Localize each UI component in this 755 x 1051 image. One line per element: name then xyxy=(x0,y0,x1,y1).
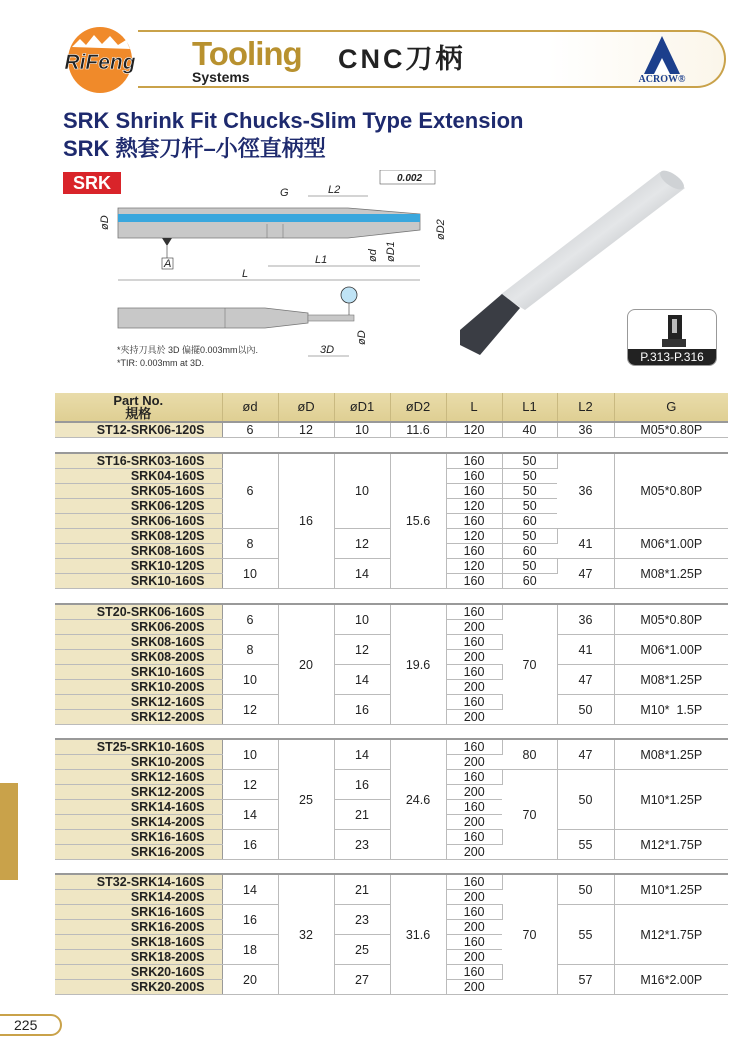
part-number: SRK10-160S xyxy=(55,665,222,680)
spec-cell: 50 xyxy=(557,874,614,905)
spec-cell: 200 xyxy=(446,890,502,905)
spec-cell: 70 xyxy=(502,604,557,725)
spec-cell: 6 xyxy=(222,453,278,529)
spec-cell: 200 xyxy=(446,815,502,830)
part-number: SRK06-200S xyxy=(55,620,222,635)
spec-cell: 200 xyxy=(446,680,502,695)
spec-cell: 12 xyxy=(334,529,390,559)
reference-pages: P.313-P.316 xyxy=(628,349,716,365)
spec-cell: 12 xyxy=(222,695,278,725)
part-number: SRK12-160S xyxy=(55,770,222,785)
spec-cell: 160 xyxy=(446,574,502,589)
spec-cell: 10 xyxy=(334,422,390,438)
spec-cell: 20 xyxy=(222,965,278,995)
spec-table-group xyxy=(55,873,728,995)
part-number: SRK14-160S xyxy=(55,800,222,815)
table-row xyxy=(55,604,728,620)
spec-cell: M16*2.00P xyxy=(614,965,728,995)
spec-cell: 25 xyxy=(278,739,334,860)
spec-cell: 14 xyxy=(222,800,278,830)
table-row xyxy=(55,422,728,438)
spec-cell: 18 xyxy=(222,935,278,965)
part-number: SRK08-200S xyxy=(55,650,222,665)
spec-cell: 25 xyxy=(334,935,390,965)
part-number: SRK08-160S xyxy=(55,635,222,650)
spec-cell: 160 xyxy=(446,469,502,484)
table-row xyxy=(55,874,728,890)
part-number: SRK08-160S xyxy=(55,544,222,559)
spec-cell: 41 xyxy=(557,635,614,665)
part-number: SRK06-160S xyxy=(55,514,222,529)
spec-cell: 10 xyxy=(334,453,390,529)
column-header: øD2 xyxy=(390,393,446,422)
g-label: G xyxy=(280,187,289,199)
spec-cell: 36 xyxy=(557,453,614,529)
spec-cell: 21 xyxy=(334,874,390,905)
tir-note-en: *TIR: 0.003mm at 3D. xyxy=(117,358,205,368)
tir-note-zh: *夾持刀具於 3D 偏擺0.003mm以內. xyxy=(117,345,259,355)
spec-cell: M08*1.25P xyxy=(614,665,728,695)
spec-table-group xyxy=(55,738,728,860)
spec-cell: 11.6 xyxy=(390,422,446,438)
spec-cell: M10* 1.5P xyxy=(614,695,728,725)
spec-cell: 160 xyxy=(446,830,502,845)
part-number: SRK06-120S xyxy=(55,499,222,514)
spec-cell: 120 xyxy=(446,422,502,438)
spec-cell: 14 xyxy=(334,739,390,770)
spec-cell: 27 xyxy=(334,965,390,995)
spec-cell: 200 xyxy=(446,845,502,860)
spec-cell: 70 xyxy=(502,770,557,860)
part-number: ST25-SRK10-160S xyxy=(55,739,222,755)
systems-word: Systems xyxy=(192,69,250,85)
part-number: SRK10-200S xyxy=(55,755,222,770)
d1-label: øD1 xyxy=(385,241,397,262)
spec-cell: 55 xyxy=(557,830,614,860)
part-number: SRK14-200S xyxy=(55,890,222,905)
spec-cell: 200 xyxy=(446,755,502,770)
page-title-zh: SRK 熱套刀杆–小徑直柄型 xyxy=(63,136,326,161)
spec-cell: 120 xyxy=(446,559,502,574)
three-d-label: 3D xyxy=(320,344,335,356)
spec-cell: 6 xyxy=(222,604,278,635)
spec-cell: 12 xyxy=(334,635,390,665)
spec-cell: 16 xyxy=(222,905,278,935)
spec-cell: 160 xyxy=(446,484,502,499)
page-title: SRK Shrink Fit Chucks-Slim Type Extension xyxy=(63,108,524,133)
datum-label: A xyxy=(164,258,172,270)
column-header: G xyxy=(614,393,728,422)
spec-cell: 160 xyxy=(446,800,502,815)
spec-cell: 60 xyxy=(502,514,557,529)
spec-cell: M12*1.75P xyxy=(614,905,728,965)
spec-cell: 160 xyxy=(446,905,502,920)
spec-cell: 15.6 xyxy=(390,453,446,589)
spec-cell: M10*1.25P xyxy=(614,770,728,830)
spec-cell: 36 xyxy=(557,422,614,438)
header-part-no: Part No. 規格 xyxy=(55,393,222,422)
spec-cell: 50 xyxy=(502,469,557,484)
tolerance-label: 0.002 xyxy=(397,173,423,184)
spec-cell: 160 xyxy=(446,604,502,620)
l-label: L xyxy=(242,268,249,280)
spec-cell: 200 xyxy=(446,980,502,995)
rifeng-logo xyxy=(50,25,150,95)
shrink-machine-icon xyxy=(658,313,690,349)
spec-cell: M05*0.80P xyxy=(614,422,728,438)
part-number: SRK12-160S xyxy=(55,695,222,710)
part-number: SRK16-200S xyxy=(55,845,222,860)
spec-cell: 8 xyxy=(222,529,278,559)
d-bottom-label: øD xyxy=(356,330,368,345)
spec-cell: 160 xyxy=(446,544,502,559)
spec-cell: 40 xyxy=(502,422,557,438)
spec-cell: 19.6 xyxy=(390,604,446,725)
part-number: SRK14-200S xyxy=(55,815,222,830)
spec-cell: M06*1.00P xyxy=(614,529,728,559)
spec-cell: 60 xyxy=(502,574,557,589)
d-inner-label: ød xyxy=(367,249,379,262)
section-tab xyxy=(0,783,18,880)
part-number: ST20-SRK06-160S xyxy=(55,604,222,620)
part-number: SRK05-160S xyxy=(55,484,222,499)
column-header: L2 xyxy=(557,393,614,422)
spec-cell: 12 xyxy=(222,770,278,800)
spec-cell: 120 xyxy=(446,529,502,544)
part-number: SRK04-160S xyxy=(55,469,222,484)
spec-cell: 41 xyxy=(557,529,614,559)
spec-cell: 6 xyxy=(222,422,278,438)
part-number: SRK10-200S xyxy=(55,680,222,695)
part-number: SRK18-160S xyxy=(55,935,222,950)
spec-cell: 8 xyxy=(222,635,278,665)
spec-cell: M06*1.00P xyxy=(614,635,728,665)
part-number: SRK18-200S xyxy=(55,950,222,965)
spec-cell: M08*1.25P xyxy=(614,739,728,770)
spec-cell: 14 xyxy=(222,874,278,905)
spec-cell: 160 xyxy=(446,514,502,529)
part-number: SRK16-160S xyxy=(55,830,222,845)
spec-cell: 12 xyxy=(278,422,334,438)
page-number: 225 xyxy=(0,1014,62,1036)
spec-cell: 160 xyxy=(446,665,502,680)
acrow-logo xyxy=(640,36,684,74)
spec-cell: 10 xyxy=(222,559,278,589)
spec-cell: 47 xyxy=(557,739,614,770)
spec-cell: M05*0.80P xyxy=(614,453,728,529)
part-number: ST12-SRK06-120S xyxy=(55,422,222,438)
l1-label: L1 xyxy=(315,254,328,266)
spec-cell: 160 xyxy=(446,935,502,950)
spec-cell: 200 xyxy=(446,950,502,965)
spec-cell: 10 xyxy=(222,739,278,770)
spec-cell: M05*0.80P xyxy=(614,604,728,635)
part-number: SRK08-120S xyxy=(55,529,222,544)
spec-cell: 32 xyxy=(278,874,334,995)
spec-cell: 200 xyxy=(446,710,502,725)
spec-cell: M12*1.75P xyxy=(614,830,728,860)
spec-cell: 36 xyxy=(557,604,614,635)
spec-cell: 200 xyxy=(446,650,502,665)
part-number: SRK10-120S xyxy=(55,559,222,574)
part-number: SRK16-200S xyxy=(55,920,222,935)
spec-cell: 23 xyxy=(334,830,390,860)
column-header: øD1 xyxy=(334,393,390,422)
spec-cell: 160 xyxy=(446,770,502,785)
d2-label: øD2 xyxy=(435,219,447,240)
part-number: SRK20-200S xyxy=(55,980,222,995)
spec-cell: 160 xyxy=(446,739,502,755)
spec-cell: 23 xyxy=(334,905,390,935)
spec-cell: 55 xyxy=(557,905,614,965)
tooling-word: Tooling xyxy=(192,35,302,72)
spec-cell: 16 xyxy=(222,830,278,860)
l2-label: L2 xyxy=(328,184,341,196)
part-number: SRK12-200S xyxy=(55,785,222,800)
part-number: SRK16-160S xyxy=(55,905,222,920)
spec-cell: M10*1.25P xyxy=(614,874,728,905)
part-number: SRK10-160S xyxy=(55,574,222,589)
spec-cell: 50 xyxy=(502,529,557,544)
table-row xyxy=(55,739,728,755)
spec-cell: 120 xyxy=(446,499,502,514)
spec-cell: 50 xyxy=(502,484,557,499)
part-number: ST32-SRK14-160S xyxy=(55,874,222,890)
table-row xyxy=(55,453,728,469)
spec-cell: 24.6 xyxy=(390,739,446,860)
spec-table-group xyxy=(55,393,728,438)
srk-badge: SRK xyxy=(63,172,121,194)
part-number: SRK20-160S xyxy=(55,965,222,980)
spec-cell: 70 xyxy=(502,874,557,995)
spec-cell: 160 xyxy=(446,965,502,980)
spec-cell: 16 xyxy=(278,453,334,589)
spec-cell: 160 xyxy=(446,635,502,650)
reference-shrink-machine-box[interactable] xyxy=(627,309,717,366)
spec-cell: 50 xyxy=(502,453,557,469)
spec-cell: 160 xyxy=(446,453,502,469)
spec-cell: 14 xyxy=(334,665,390,695)
part-number: SRK12-200S xyxy=(55,710,222,725)
spec-cell: 16 xyxy=(334,695,390,725)
spec-table-group xyxy=(55,603,728,725)
cnc-heading: CNC刀柄 xyxy=(338,44,466,74)
spec-cell: 10 xyxy=(222,665,278,695)
spec-cell: 50 xyxy=(557,695,614,725)
technical-drawing xyxy=(60,170,460,370)
spec-cell: 80 xyxy=(502,739,557,770)
brand-text: RiFeng xyxy=(64,51,136,74)
spec-cell: 20 xyxy=(278,604,334,725)
column-header: L xyxy=(446,393,502,422)
spec-cell: 50 xyxy=(557,770,614,830)
spec-cell: 60 xyxy=(502,544,557,559)
spec-cell: 160 xyxy=(446,695,502,710)
spec-cell: 31.6 xyxy=(390,874,446,995)
spec-cell: 200 xyxy=(446,920,502,935)
spec-cell: 200 xyxy=(446,620,502,635)
spec-cell: 10 xyxy=(334,604,390,635)
spec-cell: 16 xyxy=(334,770,390,800)
spec-cell: 57 xyxy=(557,965,614,995)
spec-cell: M08*1.25P xyxy=(614,559,728,589)
d-outer-label: øD xyxy=(99,215,111,230)
spec-cell: 50 xyxy=(502,559,557,574)
spec-table-group xyxy=(55,452,728,589)
column-header: øD xyxy=(278,393,334,422)
spec-cell: 47 xyxy=(557,559,614,589)
spec-cell: 14 xyxy=(334,559,390,589)
part-number: ST16-SRK03-160S xyxy=(55,453,222,469)
column-header: ød xyxy=(222,393,278,422)
acrow-logo-text: ACROW® xyxy=(638,74,686,85)
spec-cell: 50 xyxy=(502,499,557,514)
spec-cell: 21 xyxy=(334,800,390,830)
column-header: L1 xyxy=(502,393,557,422)
spec-cell: 200 xyxy=(446,785,502,800)
spec-cell: 160 xyxy=(446,874,502,890)
spec-cell: 47 xyxy=(557,665,614,695)
